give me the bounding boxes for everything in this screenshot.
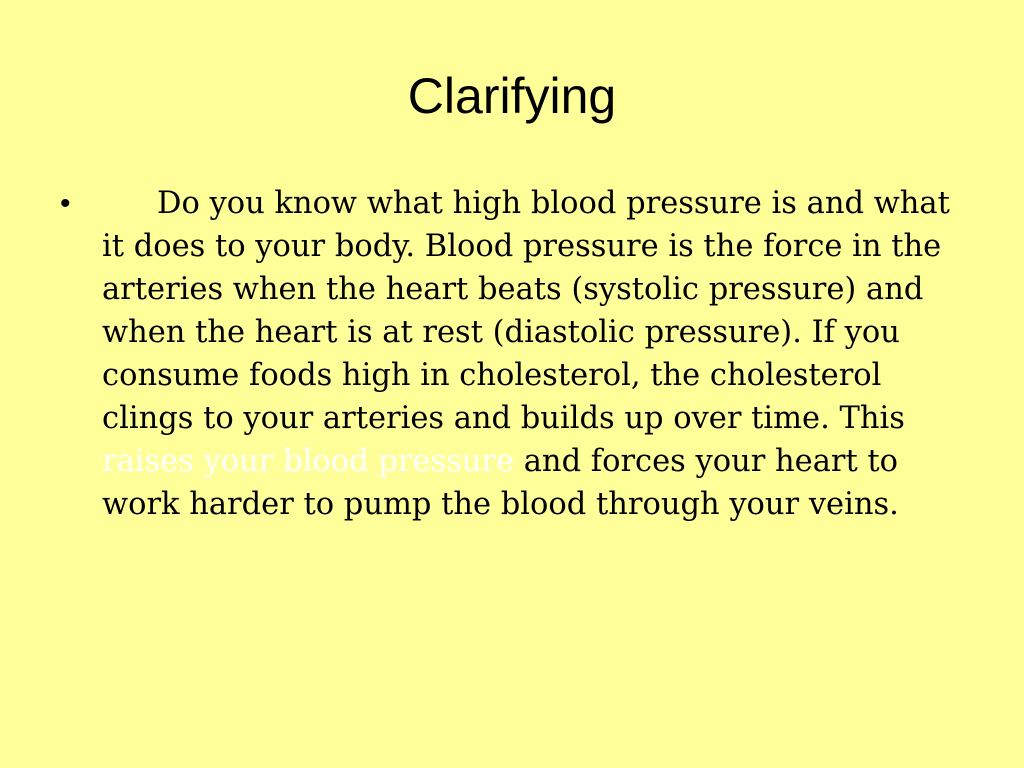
paragraph-text-part1: Do you know what high blood pressure is and what it does to your body. Blood pressure is the force in the arteries when the heart beats (systolic pressure) and when the heart is at rest (diastolic pressure). If you consume foods high in cholesterol, the cholesterol clings to your arteries and builds up over time. This: [102, 186, 950, 436]
bullet-item: [60, 182, 970, 526]
highlighted-phrase: raises your blood pressure: [102, 444, 515, 479]
bullet-list: [60, 182, 970, 526]
bullet-icon: •: [60, 187, 71, 220]
paragraph-text-part2: and forces your heart to work harder to pump the blood through your veins.: [102, 444, 899, 522]
slide-title: Clarifying: [407, 68, 617, 124]
